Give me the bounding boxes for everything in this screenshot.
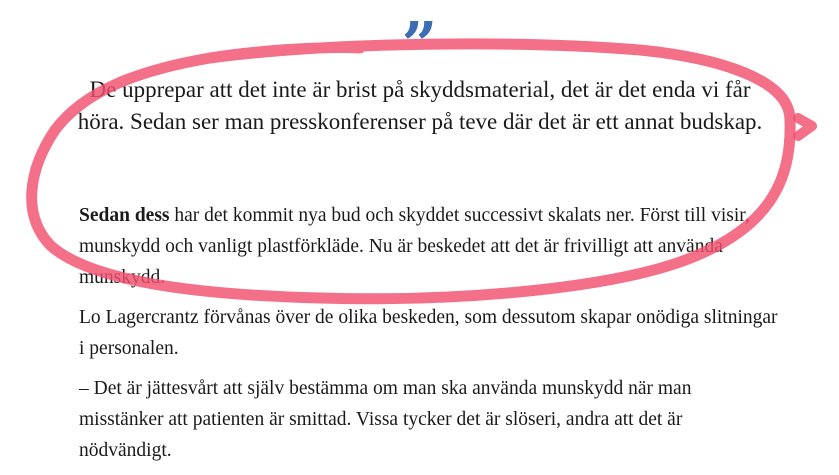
paragraph-text: Lo Lagercrantz förvånas över de olika beskeden, som dessutom skapar onödiga slitningar i personalen. [79, 307, 778, 359]
paragraph-text: – Det är jättesvårt att själv bestämma om man ska använda munskydd när man misstänker att patienten är smittad. Vissa tycker det är slöseri, andra att det är nödvändigt. [79, 378, 692, 461]
marker-arrow-tip [798, 118, 812, 136]
paragraph-1 [79, 200, 779, 293]
paragraph-text: har det kommit nya bud och skyddet successivt skalats ner. Först till visir, munskydd och vanligt plastförkläde. Nu är beskedet att det är frivilligt att använda munskydd. [79, 205, 750, 288]
paragraph-lead: Sedan dess [79, 205, 170, 226]
paragraph-3 [79, 373, 779, 466]
quotation-mark-icon: ” [401, 8, 438, 81]
paragraph-2 [79, 302, 779, 364]
pull-quote: De upprepar att det inte är brist på skyddsmaterial, det är det enda vi får höra. Sedan ser man presskonferenser på teve där det är ett annat budskap. [77, 77, 763, 134]
